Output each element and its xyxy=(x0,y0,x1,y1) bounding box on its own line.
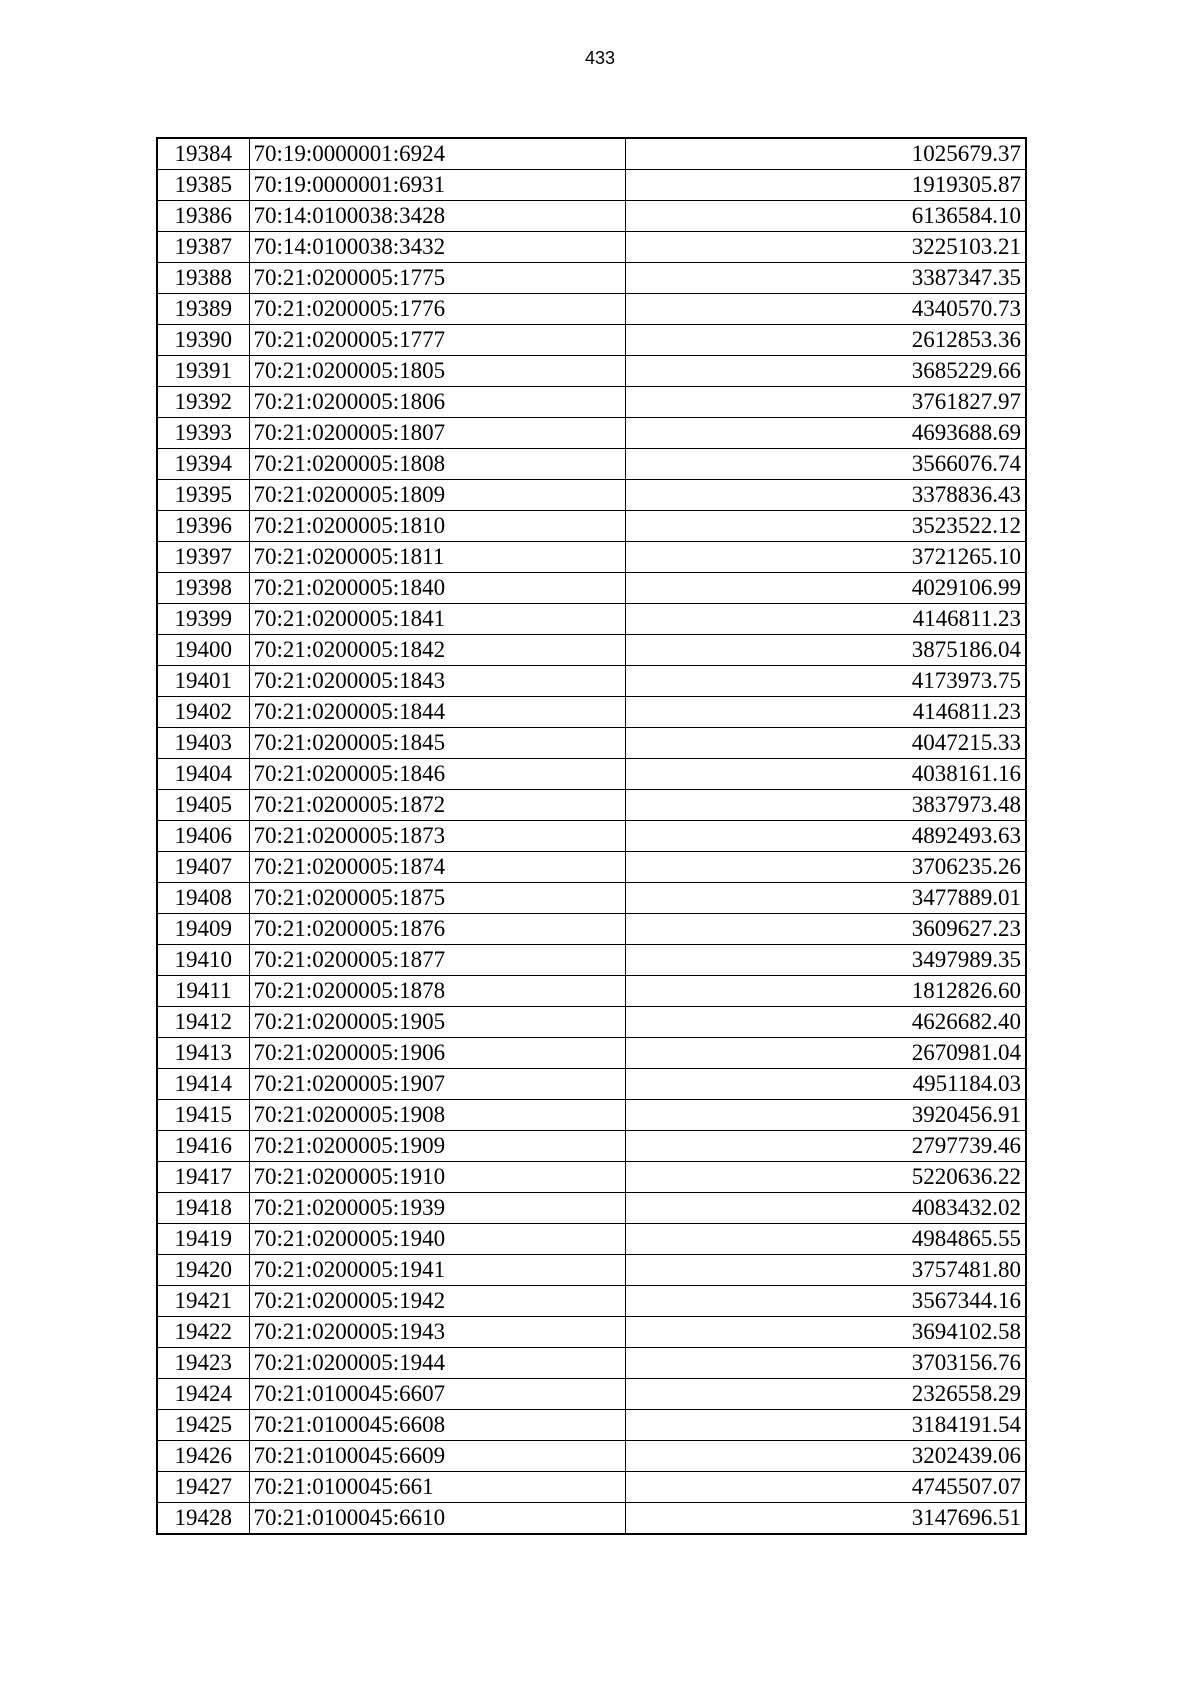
cadastral-number-cell: 70:21:0200005:1808 xyxy=(249,449,625,480)
value-cell: 3721265.10 xyxy=(625,542,1026,573)
table-row xyxy=(157,945,1026,976)
cadastral-number-cell: 70:21:0200005:1841 xyxy=(249,604,625,635)
table-row xyxy=(157,1379,1026,1410)
value-cell: 4984865.55 xyxy=(625,1224,1026,1255)
table-row xyxy=(157,325,1026,356)
cadastral-number-cell: 70:21:0200005:1809 xyxy=(249,480,625,511)
table-row xyxy=(157,511,1026,542)
row-number-cell: 19424 xyxy=(157,1379,249,1410)
cadastral-number-cell: 70:21:0200005:1908 xyxy=(249,1100,625,1131)
cadastral-number-cell: 70:21:0200005:1807 xyxy=(249,418,625,449)
row-number-cell: 19413 xyxy=(157,1038,249,1069)
value-cell: 5220636.22 xyxy=(625,1162,1026,1193)
value-cell: 3694102.58 xyxy=(625,1317,1026,1348)
row-number-cell: 19391 xyxy=(157,356,249,387)
table-row xyxy=(157,1038,1026,1069)
row-number-cell: 19397 xyxy=(157,542,249,573)
cadastral-number-cell: 70:21:0200005:1806 xyxy=(249,387,625,418)
table-row xyxy=(157,759,1026,790)
value-cell: 3703156.76 xyxy=(625,1348,1026,1379)
cadastral-number-cell: 70:21:0200005:1877 xyxy=(249,945,625,976)
value-cell: 1025679.37 xyxy=(625,138,1026,170)
value-cell: 4083432.02 xyxy=(625,1193,1026,1224)
cadastral-number-cell: 70:21:0200005:1941 xyxy=(249,1255,625,1286)
value-cell: 3523522.12 xyxy=(625,511,1026,542)
value-cell: 4146811.23 xyxy=(625,604,1026,635)
cadastral-number-cell: 70:21:0100045:6608 xyxy=(249,1410,625,1441)
table-row xyxy=(157,170,1026,201)
table-row xyxy=(157,790,1026,821)
row-number-cell: 19393 xyxy=(157,418,249,449)
value-cell: 2612853.36 xyxy=(625,325,1026,356)
value-cell: 1812826.60 xyxy=(625,976,1026,1007)
table-row xyxy=(157,138,1026,170)
value-cell: 4951184.03 xyxy=(625,1069,1026,1100)
table-row xyxy=(157,1131,1026,1162)
row-number-cell: 19414 xyxy=(157,1069,249,1100)
cadastral-number-cell: 70:21:0200005:1776 xyxy=(249,294,625,325)
cadastral-number-cell: 70:21:0200005:1939 xyxy=(249,1193,625,1224)
value-cell: 4173973.75 xyxy=(625,666,1026,697)
row-number-cell: 19428 xyxy=(157,1503,249,1535)
row-number-cell: 19423 xyxy=(157,1348,249,1379)
table-row xyxy=(157,1410,1026,1441)
value-cell: 4146811.23 xyxy=(625,697,1026,728)
value-cell: 3147696.51 xyxy=(625,1503,1026,1535)
cadastral-number-cell: 70:14:0100038:3428 xyxy=(249,201,625,232)
cadastral-number-cell: 70:21:0200005:1905 xyxy=(249,1007,625,1038)
table-row xyxy=(157,1255,1026,1286)
cadastral-number-cell: 70:21:0200005:1842 xyxy=(249,635,625,666)
row-number-cell: 19386 xyxy=(157,201,249,232)
row-number-cell: 19400 xyxy=(157,635,249,666)
cadastral-number-cell: 70:21:0200005:1944 xyxy=(249,1348,625,1379)
table-row xyxy=(157,1286,1026,1317)
table-row xyxy=(157,573,1026,604)
row-number-cell: 19409 xyxy=(157,914,249,945)
table-row xyxy=(157,821,1026,852)
row-number-cell: 19411 xyxy=(157,976,249,1007)
value-cell: 4745507.07 xyxy=(625,1472,1026,1503)
row-number-cell: 19399 xyxy=(157,604,249,635)
table-row xyxy=(157,728,1026,759)
table-row xyxy=(157,914,1026,945)
value-cell: 3609627.23 xyxy=(625,914,1026,945)
row-number-cell: 19396 xyxy=(157,511,249,542)
value-cell: 4047215.33 xyxy=(625,728,1026,759)
value-cell: 3761827.97 xyxy=(625,387,1026,418)
row-number-cell: 19426 xyxy=(157,1441,249,1472)
table-row xyxy=(157,294,1026,325)
value-cell: 3567344.16 xyxy=(625,1286,1026,1317)
table-row xyxy=(157,542,1026,573)
cadastral-number-cell: 70:21:0200005:1844 xyxy=(249,697,625,728)
value-cell: 3477889.01 xyxy=(625,883,1026,914)
cadastral-number-cell: 70:21:0100045:6610 xyxy=(249,1503,625,1535)
cadastral-number-cell: 70:19:0000001:6924 xyxy=(249,138,625,170)
row-number-cell: 19389 xyxy=(157,294,249,325)
table-row xyxy=(157,1472,1026,1503)
row-number-cell: 19384 xyxy=(157,138,249,170)
row-number-cell: 19387 xyxy=(157,232,249,263)
table-row xyxy=(157,356,1026,387)
cadastral-number-cell: 70:21:0200005:1878 xyxy=(249,976,625,1007)
table-row xyxy=(157,1503,1026,1535)
row-number-cell: 19392 xyxy=(157,387,249,418)
value-cell: 3202439.06 xyxy=(625,1441,1026,1472)
cadastral-number-cell: 70:21:0200005:1805 xyxy=(249,356,625,387)
value-cell: 3920456.91 xyxy=(625,1100,1026,1131)
row-number-cell: 19385 xyxy=(157,170,249,201)
row-number-cell: 19404 xyxy=(157,759,249,790)
row-number-cell: 19390 xyxy=(157,325,249,356)
table-row xyxy=(157,852,1026,883)
data-table-wrapper xyxy=(156,137,1025,1535)
cadastral-number-cell: 70:21:0200005:1942 xyxy=(249,1286,625,1317)
value-cell: 4340570.73 xyxy=(625,294,1026,325)
value-cell: 3566076.74 xyxy=(625,449,1026,480)
cadastral-number-cell: 70:21:0200005:1874 xyxy=(249,852,625,883)
value-cell: 2670981.04 xyxy=(625,1038,1026,1069)
value-cell: 4892493.63 xyxy=(625,821,1026,852)
cadastral-number-cell: 70:21:0100045:661 xyxy=(249,1472,625,1503)
value-cell: 6136584.10 xyxy=(625,201,1026,232)
row-number-cell: 19410 xyxy=(157,945,249,976)
data-table xyxy=(156,137,1027,1535)
table-body xyxy=(157,138,1026,1534)
cadastral-number-cell: 70:21:0200005:1840 xyxy=(249,573,625,604)
table-row xyxy=(157,232,1026,263)
value-cell: 4038161.16 xyxy=(625,759,1026,790)
cadastral-number-cell: 70:21:0200005:1876 xyxy=(249,914,625,945)
cadastral-number-cell: 70:21:0100045:6609 xyxy=(249,1441,625,1472)
table-row xyxy=(157,387,1026,418)
value-cell: 2326558.29 xyxy=(625,1379,1026,1410)
value-cell: 3685229.66 xyxy=(625,356,1026,387)
row-number-cell: 19416 xyxy=(157,1131,249,1162)
table-row xyxy=(157,1193,1026,1224)
row-number-cell: 19401 xyxy=(157,666,249,697)
table-row xyxy=(157,263,1026,294)
cadastral-number-cell: 70:19:0000001:6931 xyxy=(249,170,625,201)
row-number-cell: 19421 xyxy=(157,1286,249,1317)
cadastral-number-cell: 70:21:0200005:1775 xyxy=(249,263,625,294)
value-cell: 3387347.35 xyxy=(625,263,1026,294)
table-row xyxy=(157,201,1026,232)
value-cell: 3225103.21 xyxy=(625,232,1026,263)
value-cell: 2797739.46 xyxy=(625,1131,1026,1162)
table-row xyxy=(157,604,1026,635)
cadastral-number-cell: 70:14:0100038:3432 xyxy=(249,232,625,263)
cadastral-number-cell: 70:21:0200005:1843 xyxy=(249,666,625,697)
row-number-cell: 19419 xyxy=(157,1224,249,1255)
table-row xyxy=(157,1441,1026,1472)
row-number-cell: 19412 xyxy=(157,1007,249,1038)
table-row xyxy=(157,1348,1026,1379)
value-cell: 3378836.43 xyxy=(625,480,1026,511)
value-cell: 3706235.26 xyxy=(625,852,1026,883)
table-row xyxy=(157,480,1026,511)
row-number-cell: 19402 xyxy=(157,697,249,728)
row-number-cell: 19420 xyxy=(157,1255,249,1286)
table-row xyxy=(157,883,1026,914)
table-row xyxy=(157,449,1026,480)
value-cell: 3184191.54 xyxy=(625,1410,1026,1441)
row-number-cell: 19406 xyxy=(157,821,249,852)
table-row xyxy=(157,1069,1026,1100)
table-row xyxy=(157,1162,1026,1193)
cadastral-number-cell: 70:21:0200005:1777 xyxy=(249,325,625,356)
row-number-cell: 19395 xyxy=(157,480,249,511)
row-number-cell: 19425 xyxy=(157,1410,249,1441)
row-number-cell: 19405 xyxy=(157,790,249,821)
row-number-cell: 19415 xyxy=(157,1100,249,1131)
table-row xyxy=(157,418,1026,449)
cadastral-number-cell: 70:21:0200005:1943 xyxy=(249,1317,625,1348)
row-number-cell: 19388 xyxy=(157,263,249,294)
cadastral-number-cell: 70:21:0100045:6607 xyxy=(249,1379,625,1410)
row-number-cell: 19427 xyxy=(157,1472,249,1503)
cadastral-number-cell: 70:21:0200005:1906 xyxy=(249,1038,625,1069)
cadastral-number-cell: 70:21:0200005:1909 xyxy=(249,1131,625,1162)
row-number-cell: 19408 xyxy=(157,883,249,914)
row-number-cell: 19407 xyxy=(157,852,249,883)
table-row xyxy=(157,635,1026,666)
value-cell: 4626682.40 xyxy=(625,1007,1026,1038)
cadastral-number-cell: 70:21:0200005:1875 xyxy=(249,883,625,914)
cadastral-number-cell: 70:21:0200005:1907 xyxy=(249,1069,625,1100)
value-cell: 3837973.48 xyxy=(625,790,1026,821)
row-number-cell: 19422 xyxy=(157,1317,249,1348)
cadastral-number-cell: 70:21:0200005:1811 xyxy=(249,542,625,573)
value-cell: 4029106.99 xyxy=(625,573,1026,604)
cadastral-number-cell: 70:21:0200005:1872 xyxy=(249,790,625,821)
table-row xyxy=(157,1224,1026,1255)
row-number-cell: 19418 xyxy=(157,1193,249,1224)
value-cell: 1919305.87 xyxy=(625,170,1026,201)
cadastral-number-cell: 70:21:0200005:1873 xyxy=(249,821,625,852)
cadastral-number-cell: 70:21:0200005:1846 xyxy=(249,759,625,790)
cadastral-number-cell: 70:21:0200005:1910 xyxy=(249,1162,625,1193)
cadastral-number-cell: 70:21:0200005:1845 xyxy=(249,728,625,759)
page-number: 433 xyxy=(584,48,616,68)
value-cell: 3757481.80 xyxy=(625,1255,1026,1286)
cadastral-number-cell: 70:21:0200005:1940 xyxy=(249,1224,625,1255)
table-row xyxy=(157,666,1026,697)
table-row xyxy=(157,697,1026,728)
value-cell: 3497989.35 xyxy=(625,945,1026,976)
table-row xyxy=(157,1100,1026,1131)
table-row xyxy=(157,1317,1026,1348)
table-row xyxy=(157,1007,1026,1038)
row-number-cell: 19398 xyxy=(157,573,249,604)
row-number-cell: 19394 xyxy=(157,449,249,480)
table-row xyxy=(157,976,1026,1007)
row-number-cell: 19403 xyxy=(157,728,249,759)
value-cell: 4693688.69 xyxy=(625,418,1026,449)
cadastral-number-cell: 70:21:0200005:1810 xyxy=(249,511,625,542)
row-number-cell: 19417 xyxy=(157,1162,249,1193)
value-cell: 3875186.04 xyxy=(625,635,1026,666)
